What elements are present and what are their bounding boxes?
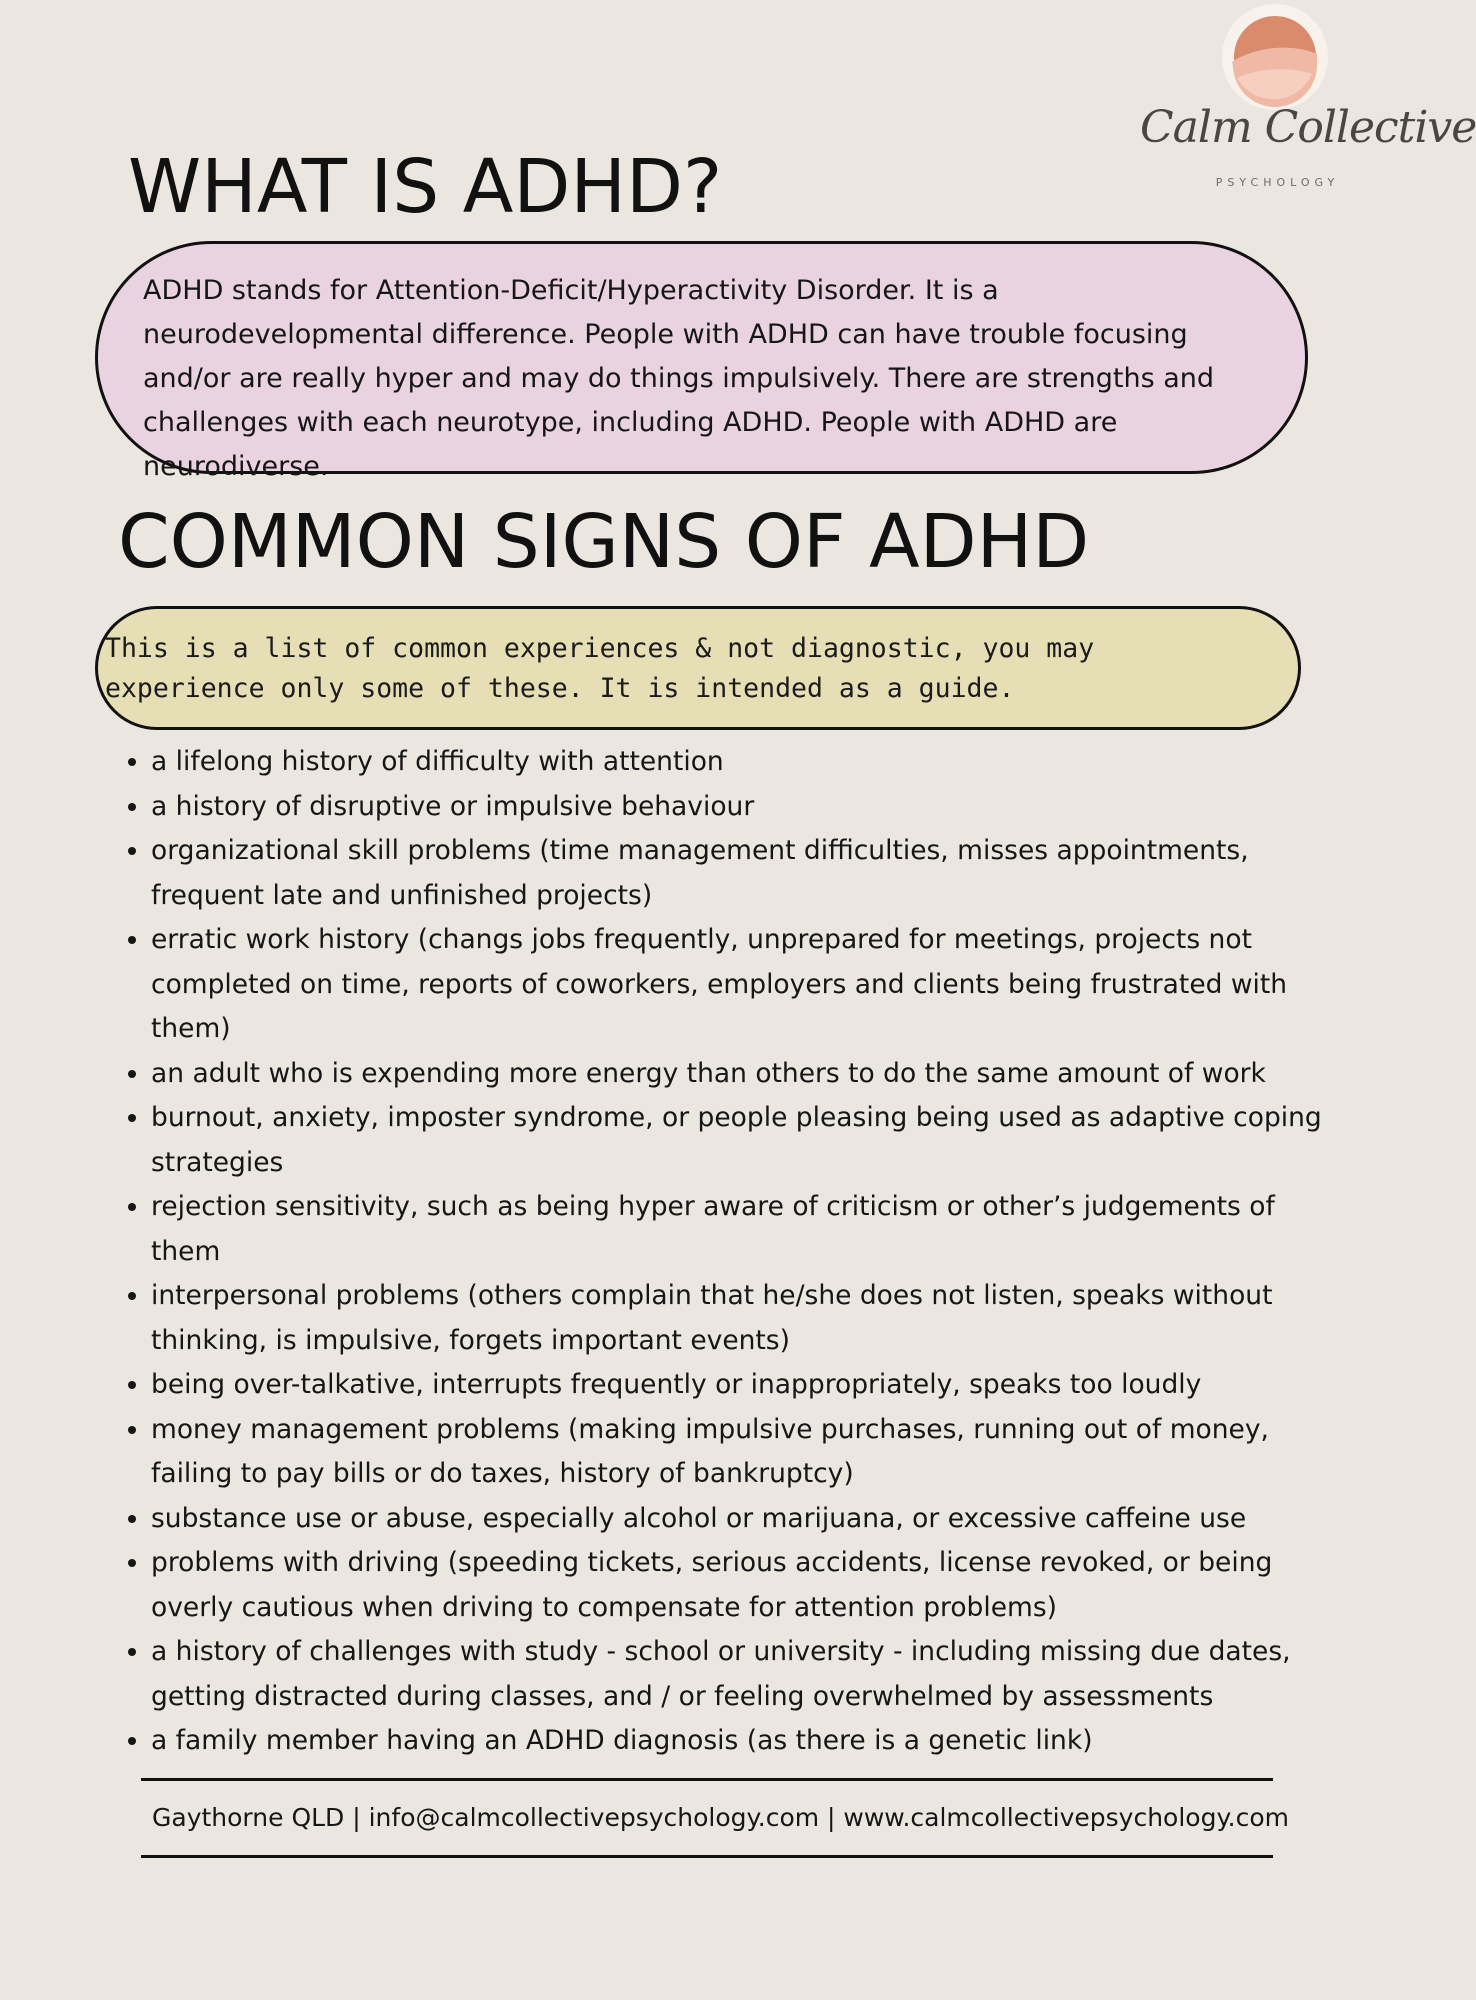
disclaimer-line-2: experience only some of these. It is intended as a guide. (105, 673, 1015, 704)
logo-sub-text: PSYCHOLOGY (1215, 176, 1340, 189)
logo (1140, 4, 1476, 194)
list-item: • problems with driving (speeding tickets, serious accidents, license revoked, or being overly cautious when driving to compensate for attention problems) (151, 1541, 1351, 1630)
list-item: • substance use or abuse, especially alcohol or marijuana, or excessive caffeine use (151, 1497, 1351, 1542)
list-item: • a lifelong history of difficulty with attention (151, 740, 1351, 785)
logo-sun-icon (1140, 4, 1415, 104)
list-item: • organizational skill problems (time management difficulties, misses appointments, frequent late and unfinished projects) (151, 829, 1351, 918)
list-item: • money management problems (making impulsive purchases, running out of money, failing to pay bills or do taxes, history of bankruptcy) (151, 1408, 1351, 1497)
footer-contact: Gaythorne QLD | info@calmcollectivepsychology.com | www.calmcollectivepsychology.com (152, 1803, 1290, 1832)
what-is-adhd-heading: WHAT IS ADHD? (128, 144, 723, 230)
list-item: • erratic work history (changs jobs frequently, unprepared for meetings, projects not completed on time, reports of coworkers, employers and clients being frustrated with them) (151, 918, 1351, 1052)
disclaimer-line-1: This is a list of common experiences & not diagnostic, you may (105, 633, 1095, 664)
footer-divider-top (141, 1778, 1273, 1781)
definition-box (95, 241, 1308, 482)
list-item: • a history of disruptive or impulsive behaviour (151, 785, 1351, 830)
footer-divider-bottom (141, 1855, 1273, 1858)
list-item: • a history of challenges with study - school or university - including missing due dates, getting distracted during classes, and / or feeling overwhelmed by assessments (151, 1630, 1351, 1719)
list-item: • a family member having an ADHD diagnosis (as there is a genetic link) (151, 1719, 1351, 1764)
definition-text: ADHD stands for Attention-Deficit/Hyperactivity Disorder. It is a neurodevelopmental difference. People with ADHD can have trouble focusing and/or are really hyper and may do things impulsively. There are strengths and challenges with each neurotype, including ADHD. People with ADHD are neurodiverse. (143, 275, 1215, 482)
list-item: • burnout, anxiety, imposter syndrome, or people pleasing being used as adaptive coping strategies (151, 1096, 1351, 1185)
logo-script-text: Calm Collective (1140, 102, 1476, 153)
signs-list (110, 740, 1351, 1764)
list-item: • interpersonal problems (others complain that he/she does not listen, speaks without thinking, is impulsive, forgets important events) (151, 1274, 1351, 1363)
disclaimer-box (95, 606, 1301, 730)
common-signs-heading: COMMON SIGNS OF ADHD (118, 499, 1090, 585)
list-item: • being over-talkative, interrupts frequently or inappropriately, speaks too loudly (151, 1363, 1351, 1408)
list-item: • an adult who is expending more energy than others to do the same amount of work (151, 1052, 1351, 1097)
list-item: • rejection sensitivity, such as being hyper aware of criticism or other’s judgements of them (151, 1185, 1351, 1274)
